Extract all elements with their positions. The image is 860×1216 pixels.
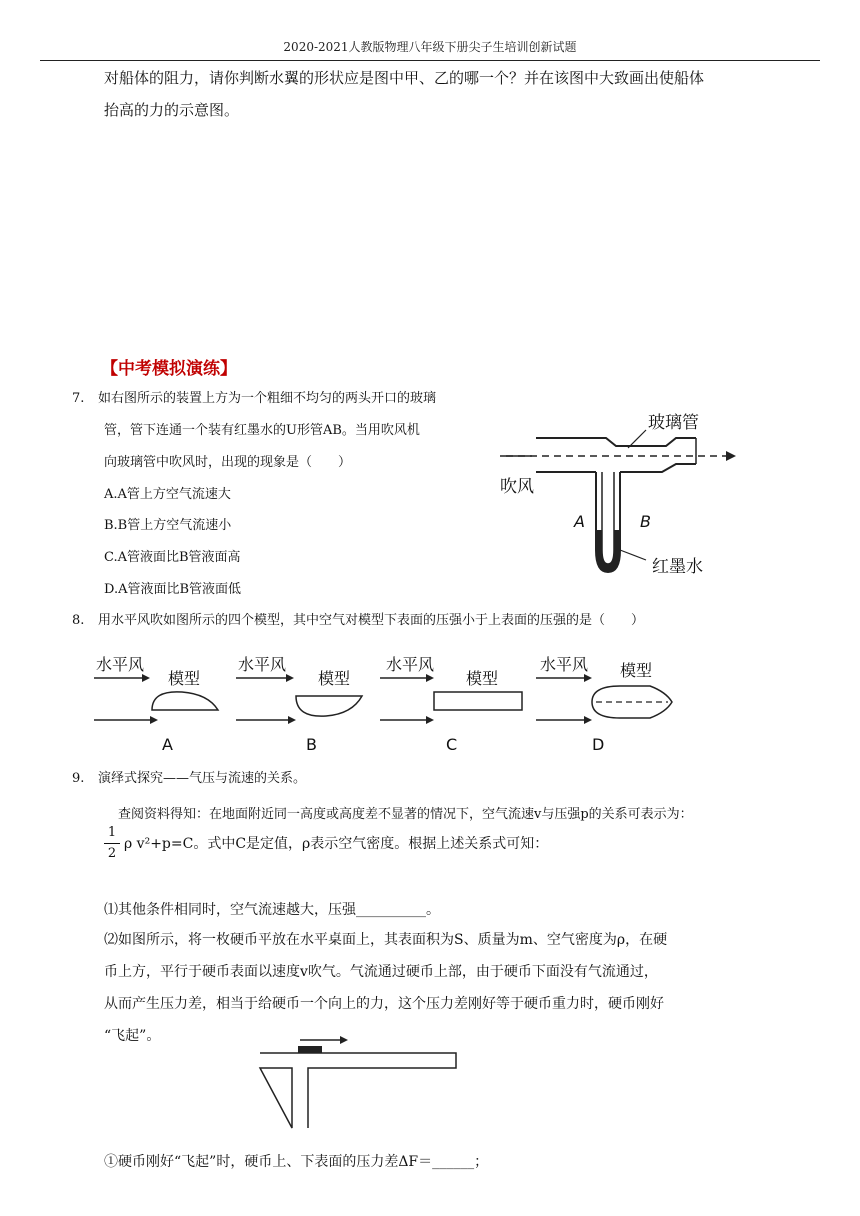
svg-text:模型: 模型: [620, 661, 653, 680]
svg-text:水平风: 水平风: [238, 655, 287, 674]
table: [260, 1053, 456, 1128]
q7-line-3: 向玻璃管中吹风时，出现的现象是（ ）: [104, 455, 352, 470]
q9-figure: [256, 1034, 462, 1130]
svg-text:模型: 模型: [318, 669, 351, 688]
q9-formula: ρ v²+p=C。式中C是定值，ρ表示空气密度。根据上述关系式可知：: [124, 836, 549, 852]
model-c: [380, 655, 522, 754]
q9-sub2-line-3: 从而产生压力差，相当于给硬币一个向上的力，这个压力差刚好等于硬币重力时，硬币刚好: [104, 996, 664, 1012]
q9-number: 9.: [72, 771, 85, 786]
q7-line-2: 管，管下连通一个装有红墨水的U形管AB。当用吹风机: [104, 423, 420, 438]
svg-text:水平风: 水平风: [96, 655, 145, 674]
page-header: 2020-2021人教版物理八年级下册尖子生培训创新试题: [283, 40, 577, 54]
u-tube-inner: [602, 472, 614, 564]
q7-number: 7.: [72, 391, 85, 406]
q7-option-a: A.A管上方空气流速大: [104, 487, 231, 502]
glass-tube-bottom-wall: [536, 464, 696, 472]
svg-text:B: B: [306, 735, 317, 754]
svg-text:D: D: [592, 735, 605, 754]
svg-text:模型: 模型: [168, 669, 201, 688]
q9-info-line: 查阅资料得知：在地面附近同一高度或高度差不显著的情况下，空气流速v与压强p的关系可表示为：: [118, 807, 693, 822]
model-d: [536, 655, 672, 754]
fraction-bar: [104, 843, 120, 844]
q7-line-1: 如右图所示的装置上方为一个粗细不均匀的两头开口的玻璃: [98, 391, 437, 406]
q9-fraction: [104, 825, 120, 862]
intro-line-2: 抬高的力的示意图。: [104, 101, 240, 119]
header-divider: [40, 60, 820, 61]
q7-figure: [496, 400, 746, 582]
intro-line-1: 对船体的阻力，请你判断水翼的形状应是图中甲、乙的哪一个？并在该图中大致画出使船体: [104, 69, 705, 87]
fraction-numerator: 1: [107, 825, 117, 840]
q9-title: 演绎式探究——气压与流速的关系。: [98, 771, 307, 786]
q8-number: 8.: [72, 613, 85, 628]
model-a: [94, 655, 218, 754]
q8-figure: [90, 648, 690, 758]
model-b: [236, 655, 362, 754]
red-ink: [596, 530, 620, 572]
svg-text:水平风: 水平风: [540, 655, 589, 674]
q9-sub2-line-1: ⑵如图所示，将一枚硬币平放在水平桌面上，其表面积为S、质量为m、空气密度为ρ，在硬: [104, 932, 668, 948]
coin: [298, 1046, 322, 1053]
q8-text: 用水平风吹如图所示的四个模型，其中空气对模型下表面的压强小于上表面的压强的是（ ）: [98, 613, 645, 628]
svg-text:水平风: 水平风: [386, 655, 435, 674]
q7-option-c: C.A管液面比B管液面高: [104, 550, 241, 565]
a-label: A: [574, 512, 585, 531]
b-label: B: [640, 512, 651, 531]
q7-option-b: B.B管上方空气流速小: [104, 518, 232, 533]
glass-tube-label: 玻璃管: [648, 413, 699, 433]
glass-tube-top-wall: [536, 438, 696, 446]
fraction-denominator: 2: [107, 846, 117, 861]
q9-sub1: ⑴其他条件相同时，空气流速越大，压强__________。: [104, 902, 440, 918]
svg-text:模型: 模型: [466, 669, 499, 688]
q9-sub2-line-2: 币上方，平行于硬币表面以速度v吹气。气流通过硬币上部，由于硬币下面没有气流通过，: [104, 964, 658, 980]
svg-text:A: A: [162, 735, 173, 754]
q7-option-d: D.A管液面比B管液面低: [104, 582, 242, 597]
airflow-arrow-head: [726, 451, 736, 461]
red-ink-label: 红墨水: [652, 557, 703, 577]
q9-sub2-line-4: “飞起”。: [104, 1028, 161, 1044]
svg-text:C: C: [446, 735, 458, 754]
q9-sub2-question-1: ①硬币刚好“飞起”时，硬币上、下表面的压力差ΔF＝______；: [104, 1154, 489, 1170]
section-title: 【中考模拟演练】: [101, 359, 237, 379]
wind-label: 吹风: [500, 477, 534, 497]
